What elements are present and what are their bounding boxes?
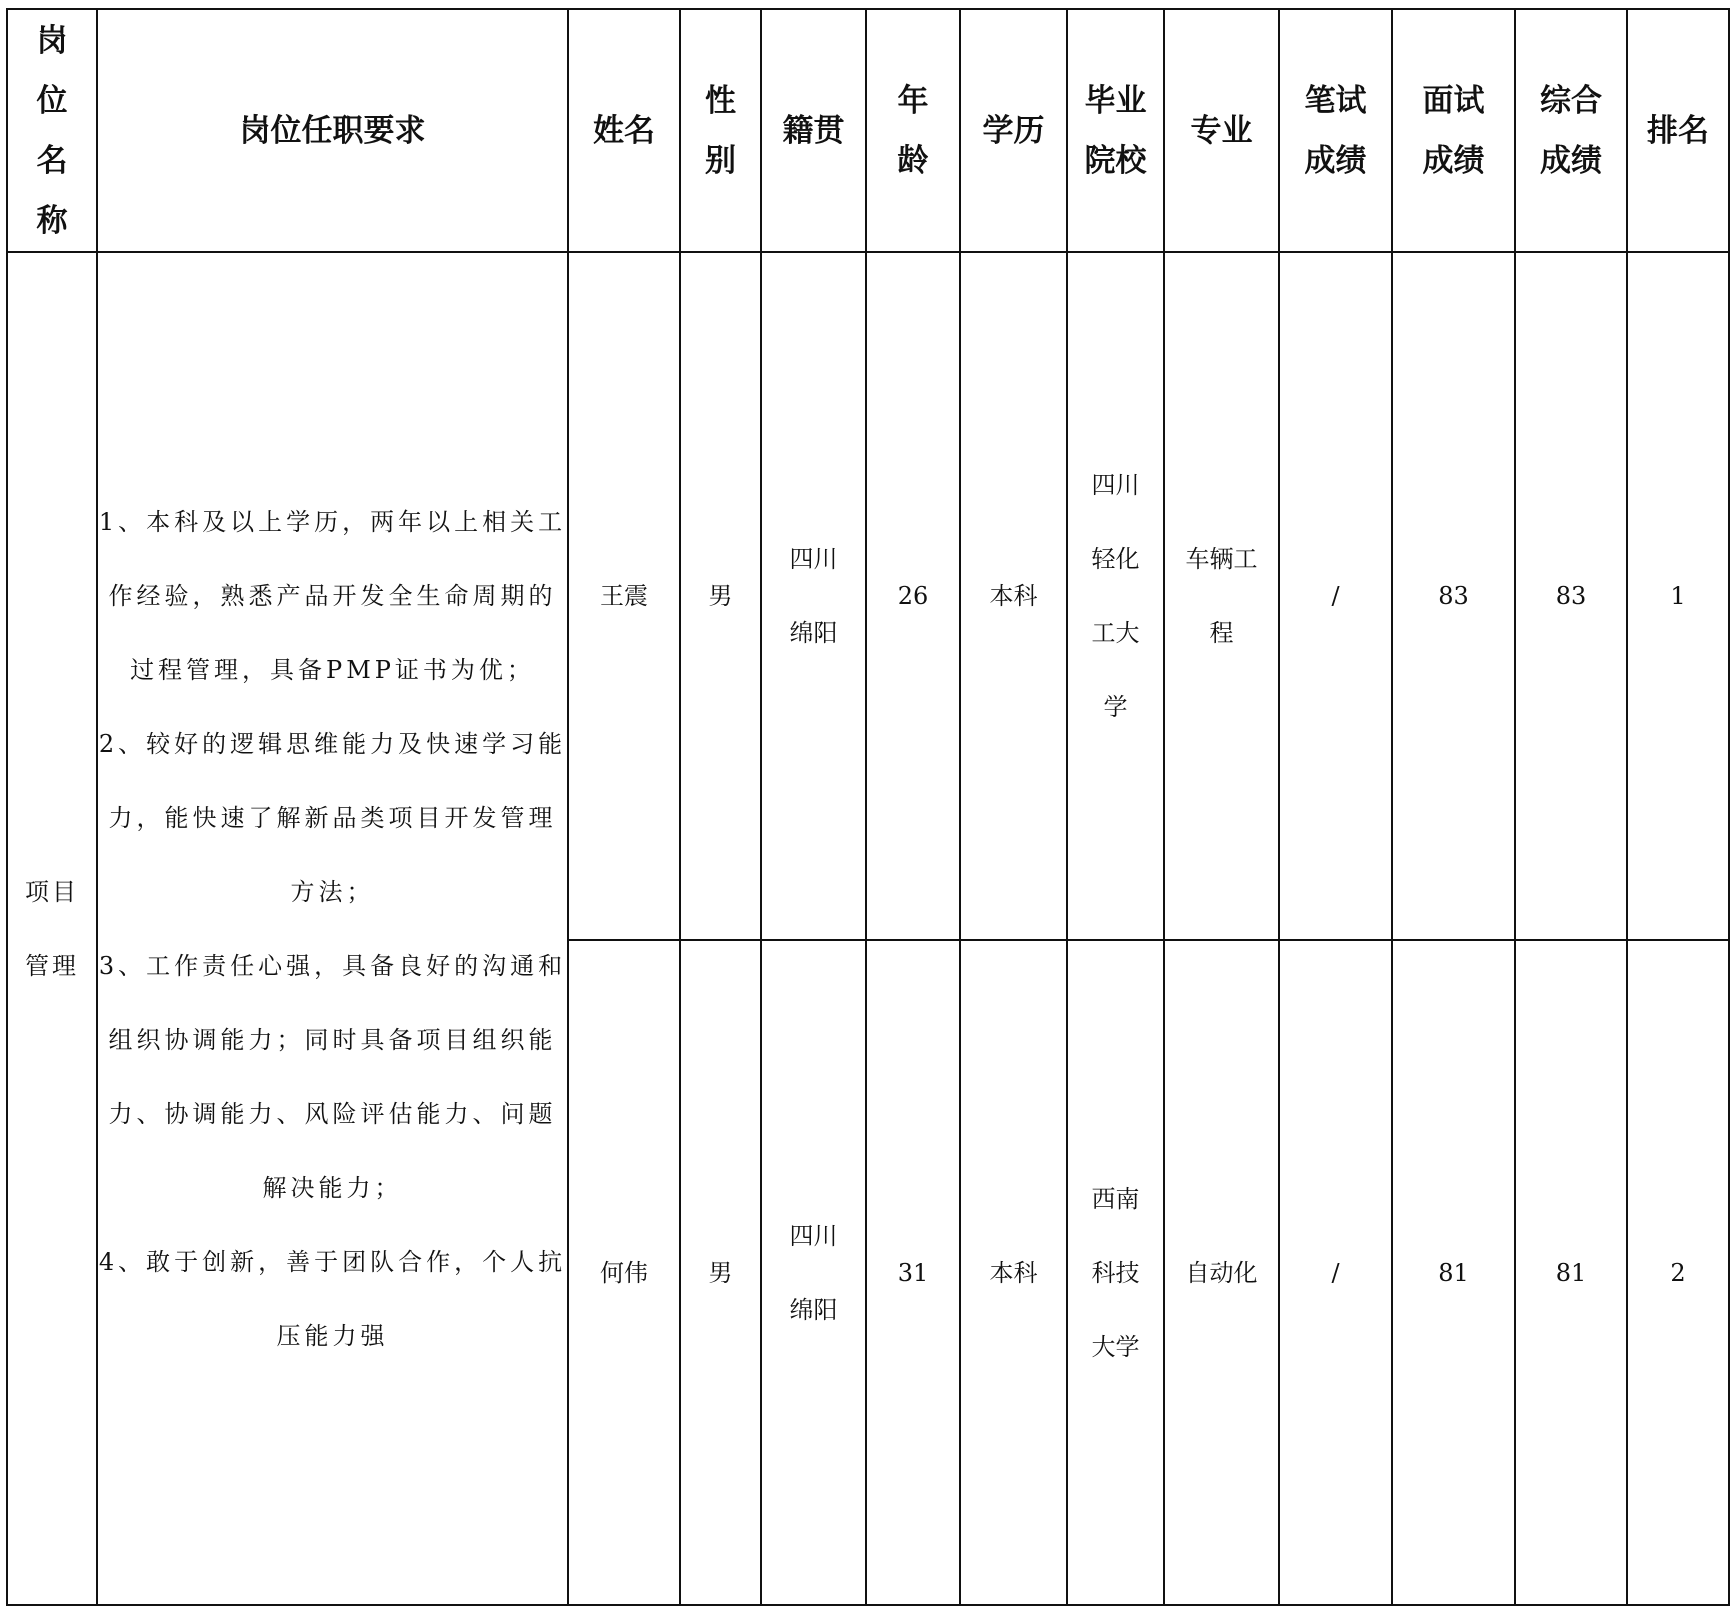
candidate-written-score: / bbox=[1279, 252, 1392, 940]
candidate-overall-score: 81 bbox=[1515, 940, 1627, 1605]
candidate-rank: 2 bbox=[1627, 940, 1729, 1605]
candidate-origin: 四川 绵阳 bbox=[761, 252, 866, 940]
header-name: 姓名 bbox=[568, 9, 680, 252]
candidate-major: 车辆工 程 bbox=[1164, 252, 1279, 940]
candidate-school: 西南 科技 大学 bbox=[1067, 940, 1164, 1605]
candidate-school: 四川 轻化 工大 学 bbox=[1067, 252, 1164, 940]
candidate-gender: 男 bbox=[680, 252, 761, 940]
candidate-age: 31 bbox=[866, 940, 960, 1605]
candidate-interview-score: 83 bbox=[1392, 252, 1515, 940]
requirement-item: 1、本科及以上学历，两年以上相关工作经验，熟悉产品开发全生命周期的过程管理，具备PMP证书为优； bbox=[98, 507, 567, 684]
candidate-origin: 四川 绵阳 bbox=[761, 940, 866, 1605]
header-row bbox=[7, 9, 1729, 252]
header-school: 毕业 院校 bbox=[1067, 9, 1164, 252]
candidate-written-score: / bbox=[1279, 940, 1392, 1605]
header-major: 专业 bbox=[1164, 9, 1279, 252]
candidate-gender: 男 bbox=[680, 940, 761, 1605]
header-position: 岗 位 名 称 bbox=[7, 9, 97, 252]
header-written-score: 笔试 成绩 bbox=[1279, 9, 1392, 252]
header-rank: 排名 bbox=[1627, 9, 1729, 252]
candidate-overall-score: 83 bbox=[1515, 252, 1627, 940]
header-education: 学历 bbox=[960, 9, 1067, 252]
header-gender: 性 别 bbox=[680, 9, 761, 252]
table-row bbox=[7, 252, 1729, 940]
candidate-age: 26 bbox=[866, 252, 960, 940]
candidate-education: 本科 bbox=[960, 252, 1067, 940]
requirement-item: 3、工作责任心强，具备良好的沟通和组织协调能力；同时具备项目组织能力、协调能力、风险评估能力、问题解决能力； bbox=[98, 951, 567, 1202]
position-name-cell: 项目 管理 bbox=[7, 252, 97, 1605]
candidate-rank: 1 bbox=[1627, 252, 1729, 940]
header-requirements: 岗位任职要求 bbox=[97, 9, 568, 252]
header-overall-score: 综合 成绩 bbox=[1515, 9, 1627, 252]
header-age: 年 龄 bbox=[866, 9, 960, 252]
candidate-name: 王震 bbox=[568, 252, 680, 940]
candidate-major: 自动化 bbox=[1164, 940, 1279, 1605]
requirements-cell bbox=[97, 252, 568, 1605]
header-interview-score: 面试 成绩 bbox=[1392, 9, 1515, 252]
candidate-roster-table bbox=[6, 8, 1730, 1606]
requirement-item: 4、敢于创新，善于团队合作，个人抗压能力强 bbox=[98, 1247, 567, 1350]
candidate-education: 本科 bbox=[960, 940, 1067, 1605]
candidate-name: 何伟 bbox=[568, 940, 680, 1605]
header-origin: 籍贯 bbox=[761, 9, 866, 252]
requirement-item: 2、较好的逻辑思维能力及快速学习能力，能快速了解新品类项目开发管理方法； bbox=[98, 729, 567, 906]
candidate-interview-score: 81 bbox=[1392, 940, 1515, 1605]
